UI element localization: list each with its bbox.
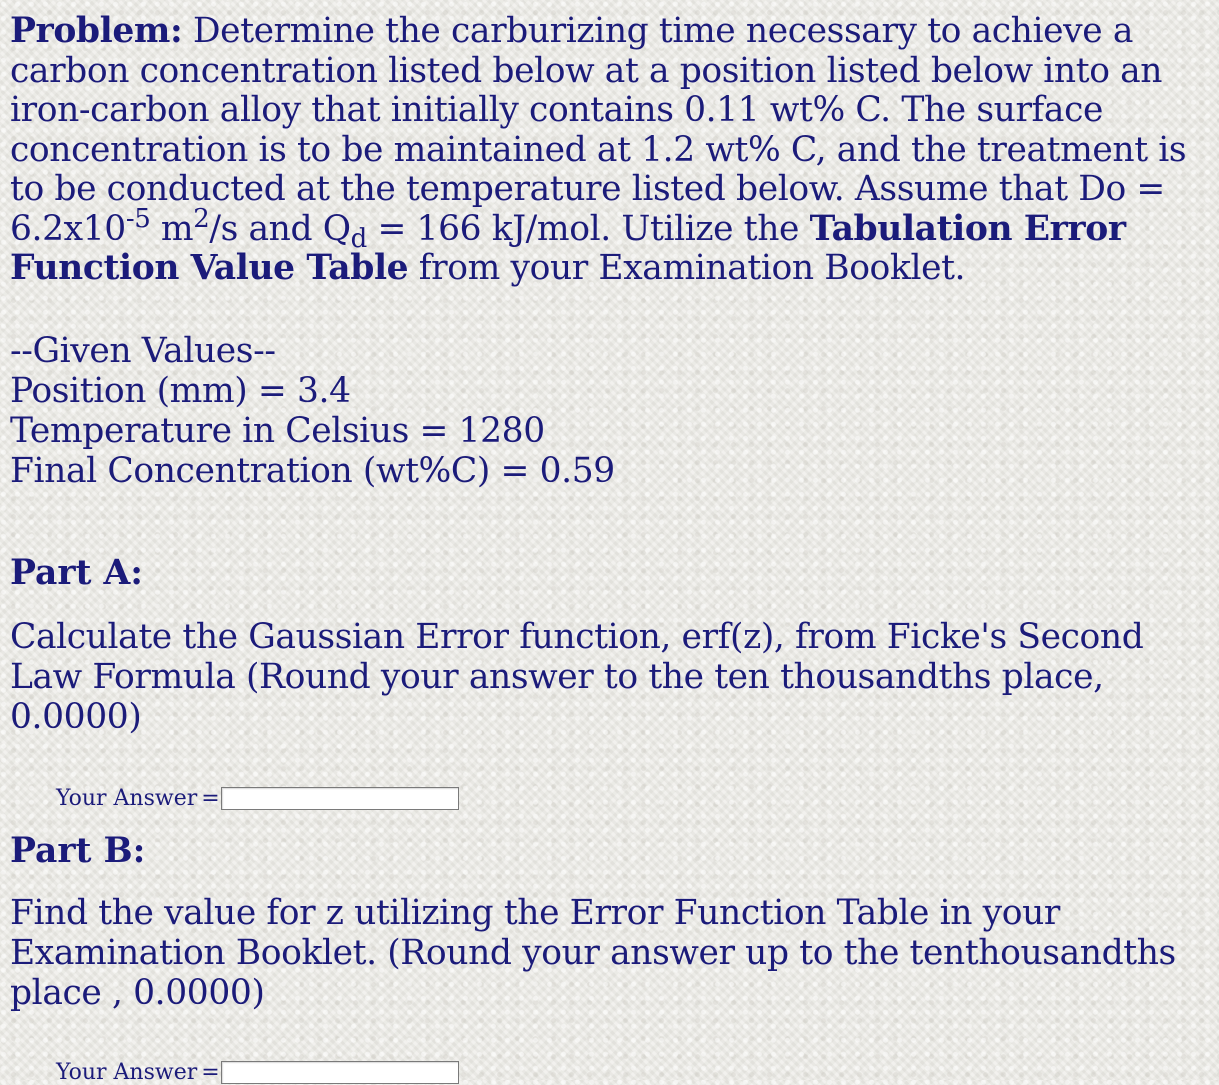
part-a-answer-label: Your Answer (56, 785, 198, 811)
problem-text-3: /s and Q (209, 208, 351, 249)
part-a-answer-input[interactable] (221, 787, 459, 810)
diffusion-exponent: -5 (125, 203, 151, 234)
part-b-answer-input[interactable] (221, 1061, 459, 1084)
part-a-answer-row (56, 786, 1210, 811)
given-header: --Given Values-- (10, 330, 276, 371)
part-b-section (10, 831, 1210, 1085)
problem-text-5: from your Examination Booklet. (408, 248, 966, 288)
area-exponent: 2 (193, 203, 210, 234)
page-content (10, 12, 1210, 1085)
part-a-section (10, 553, 1210, 811)
part-a-answer-equals: = (201, 785, 220, 811)
problem-label: Problem: (10, 11, 183, 51)
activation-subscript: d (350, 223, 367, 254)
table-reference: Tabulation Error Function Value Table (10, 208, 1126, 288)
part-a-text: Calculate the Gaussian Error function, erf(z), from Ficke's Second Law Formula (Round your answer to the ten thousandths place, 0.0000) (10, 616, 1144, 737)
given-temperature: Temperature in Celsius = 1280 (10, 410, 545, 451)
part-b-answer-label: Your Answer (56, 1059, 198, 1085)
part-b-answer-equals: = (201, 1059, 220, 1085)
problem-statement (10, 12, 1210, 289)
problem-text-1: Determine the carburizing time necessary to achieve a carbon concentration listed below at a position listed below into an iron-carbon alloy that initially contains 0.11 wt% C. The surface concentration is to be maintained at 1.2 wt% C, and the treatment is to be conducted at the temperature listed below. Assume that Do = 6.2x10 (10, 11, 1187, 249)
part-b-text: Find the value for z utilizing the Error Function Table in your Examination Booklet. (Round your answer up to the tenthousandths place , 0.0000) (10, 892, 1176, 1013)
given-values (10, 331, 1210, 491)
given-position: Position (mm) = 3.4 (10, 370, 351, 411)
problem-text-2: m (150, 208, 194, 249)
part-a-heading: Part A: (10, 552, 143, 593)
part-b-answer-row (56, 1060, 1210, 1085)
problem-text-4: = 166 kJ/mol. Utilize the (366, 208, 810, 249)
given-final-concentration: Final Concentration (wt%C) = 0.59 (10, 450, 615, 491)
part-b-heading: Part B: (10, 830, 146, 871)
